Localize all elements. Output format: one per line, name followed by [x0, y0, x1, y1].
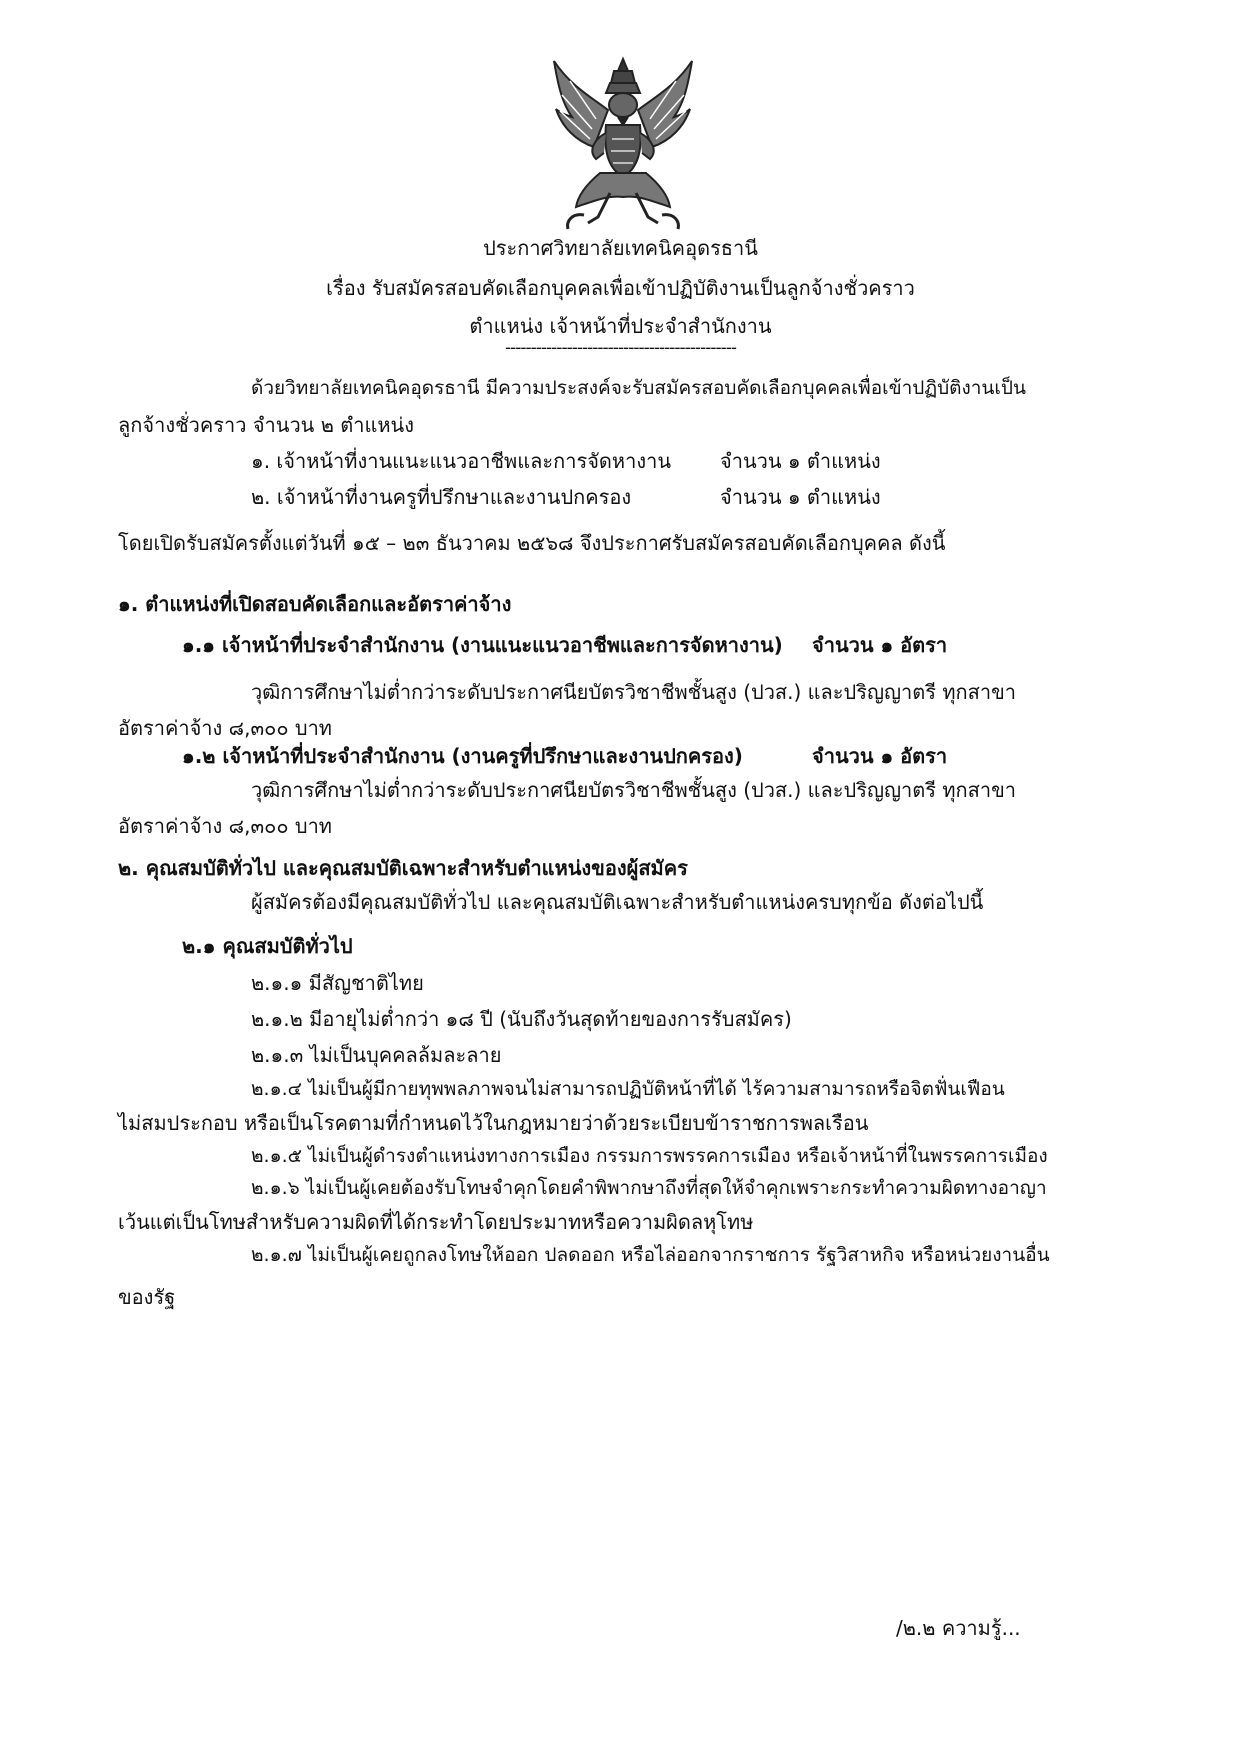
announcement-title: ประกาศวิทยาลัยเทคนิคอุดรธานี — [483, 236, 758, 260]
section-1-1-wage: อัตราค่าจ้าง ๘,๓๐๐ บาท — [118, 716, 332, 740]
section-1-2-count: จำนวน ๑ อัตรา — [812, 744, 948, 768]
qualification-item-7-line-2: ของรัฐ — [118, 1285, 176, 1309]
section-1-2-qualification: วุฒิการศึกษาไม่ต่ำกว่าระดับประกาศนียบัตรวิชาชีพชั้นสูง (ปวส.) และปริญญาตรี ทุกสาขา — [251, 778, 1017, 802]
qualification-item-5: ๒.๑.๕ ไม่เป็นผู้ดำรงตำแหน่งทางการเมือง กรรมการพรรคการเมือง หรือเจ้าหน้าที่ในพรรคการเมือง — [251, 1145, 1048, 1167]
qualification-item-1: ๒.๑.๑ มีสัญชาติไทย — [251, 971, 424, 995]
section-2-intro: ผู้สมัครต้องมีคุณสมบัติทั่วไป และคุณสมบัติเฉพาะสำหรับตำแหน่งครบทุกข้อ ดังต่อไปนี้ — [251, 890, 984, 914]
qualification-item-7-line-1: ๒.๑.๗ ไม่เป็นผู้เคยถูกลงโทษให้ออก ปลดออก หรือไล่ออกจากราชการ รัฐวิสาหกิจ หรือหน่วยงานอื่น — [251, 1244, 1050, 1266]
section-1-1-count: จำนวน ๑ อัตรา — [812, 633, 948, 657]
section-1-1-title: ๑.๑ เจ้าหน้าที่ประจำสำนักงาน (งานแนะแนวอาชีพและการจัดหางาน) — [182, 633, 783, 657]
qualification-item-6-line-2: เว้นแต่เป็นโทษสำหรับความผิดที่ได้กระทำโดยประมาทหรือความผิดลหุโทษ — [118, 1210, 754, 1234]
intro-line-1: ด้วยวิทยาลัยเทคนิคอุดรธานี มีความประสงค์จะรับสมัครสอบคัดเลือกบุคคลเพื่อเข้าปฏิบัติงานเป็น — [251, 377, 1026, 399]
position-item-2-label: ๒. เจ้าหน้าที่งานครูที่ปรึกษาและงานปกครอง — [251, 485, 632, 509]
section-1-2-wage: อัตราค่าจ้าง ๘,๓๐๐ บาท — [118, 814, 332, 838]
position-line: ตำแหน่ง เจ้าหน้าที่ประจำสำนักงาน — [469, 314, 772, 338]
garuda-emblem-icon — [548, 55, 698, 231]
section-1-heading: ๑. ตำแหน่งที่เปิดสอบคัดเลือกและอัตราค่าจ้าง — [118, 592, 512, 616]
subject-line: เรื่อง รับสมัครสอบคัดเลือกบุคคลเพื่อเข้าปฏิบัติงานเป็นลูกจ้างชั่วคราว — [326, 276, 915, 300]
qualification-item-6-line-1: ๒.๑.๖ ไม่เป็นผู้เคยต้องรับโทษจำคุกโดยคำพิพากษาถึงที่สุดให้จำคุกเพราะกระทำความผิดทางอาญา — [251, 1177, 1047, 1199]
open-period-text: โดยเปิดรับสมัครตั้งแต่วันที่ ๑๕ – ๒๓ ธันวาคม ๒๕๖๘ จึงประกาศรับสมัครสอบคัดเลือกบุคคล ดังนี้ — [118, 531, 946, 555]
position-item-2-count: จำนวน ๑ ตำแหน่ง — [720, 485, 881, 509]
position-item-1-label: ๑. เจ้าหน้าที่งานแนะแนวอาชีพและการจัดหางาน — [251, 449, 671, 473]
section-2-1-heading: ๒.๑ คุณสมบัติทั่วไป — [182, 934, 353, 958]
qualification-item-2: ๒.๑.๒ มีอายุไม่ต่ำกว่า ๑๘ ปี (นับถึงวันสุดท้ายของการรับสมัคร) — [251, 1007, 792, 1031]
intro-line-2: ลูกจ้างชั่วคราว จำนวน ๒ ตำแหน่ง — [118, 413, 414, 437]
section-1-1-qualification: วุฒิการศึกษาไม่ต่ำกว่าระดับประกาศนียบัตรวิชาชีพชั้นสูง (ปวส.) และปริญญาตรี ทุกสาขา — [251, 680, 1017, 704]
section-1-2-title: ๑.๒ เจ้าหน้าที่ประจำสำนักงาน (งานครูที่ปรึกษาและงานปกครอง) — [182, 744, 743, 768]
qualification-item-4-line-2: ไม่สมประกอบ หรือเป็นโรคตามที่กำหนดไว้ในกฎหมายว่าด้วยระเบียบข้าราชการพลเรือน — [118, 1111, 869, 1135]
section-2-heading: ๒. คุณสมบัติทั่วไป และคุณสมบัติเฉพาะสำหรับตำแหน่งของผู้สมัคร — [118, 856, 688, 880]
header-divider: --------------------------------------------- — [504, 338, 737, 358]
qualification-item-4-line-1: ๒.๑.๔ ไม่เป็นผู้มีกายทุพพลภาพจนไม่สามารถปฏิบัติหน้าที่ได้ ไร้ความสามารถหรือจิตฟั่นเฟือน — [251, 1078, 1005, 1100]
position-item-1-count: จำนวน ๑ ตำแหน่ง — [720, 449, 881, 473]
page-continuation: /๒.๒ ความรู้... — [896, 1616, 1021, 1640]
qualification-item-3: ๒.๑.๓ ไม่เป็นบุคคลล้มละลาย — [251, 1043, 502, 1067]
